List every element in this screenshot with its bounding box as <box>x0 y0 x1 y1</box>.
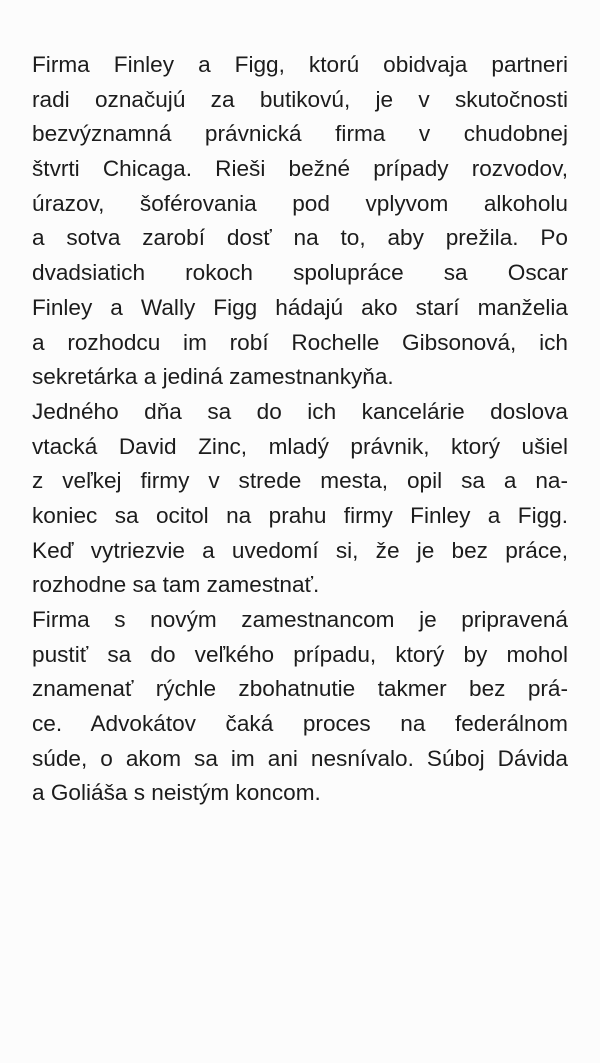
text-line: ce. Advokátov čaká proces na federálnom <box>32 711 568 737</box>
text-line: Keď vytriezvie a uvedomí si, že je bez práce, <box>32 537 568 563</box>
text-line: a sotva zarobí dosť na to, aby prežila. Po <box>32 225 568 251</box>
paragraph-2 <box>32 395 568 603</box>
text-line: rozhodne sa tam zamestnať. <box>32 572 320 598</box>
text-line: Firma s novým zamestnancom je pripravená <box>32 607 568 632</box>
text-line: Firma Finley a Figg, ktorú obidvaja partneri <box>32 52 568 77</box>
text-line: a Goliáša s neistým koncom. <box>32 780 321 806</box>
text-line: úrazov, šoférovania pod vplyvom alkoholu <box>32 190 568 216</box>
text-line: bezvýznamná právnická firma v chudobnej <box>32 121 568 147</box>
text-line: dvadsiatich rokoch spolupráce sa Oscar <box>32 260 568 286</box>
text-line: koniec sa ocitol na prahu firmy Finley a Figg. <box>32 502 568 528</box>
text-line: znamenať rýchle zbohatnutie takmer bez prá- <box>32 676 568 702</box>
text-line: Jedného dňa sa do ich kancelárie doslova <box>32 398 568 424</box>
blurb-text <box>32 48 568 811</box>
text-line: vtacká David Zinc, mladý právnik, ktorý ušiel <box>32 433 568 459</box>
text-line: pustiť sa do veľkého prípadu, ktorý by mohol <box>32 641 568 667</box>
text-line: z veľkej firmy v strede mesta, opil sa a na- <box>32 468 568 494</box>
text-line: Finley a Wally Figg hádajú ako starí manželia <box>32 294 568 320</box>
text-line: radi označujú za butikovú, je v skutočnosti <box>32 86 568 112</box>
text-line: súde, o akom sa im ani nesnívalo. Súboj Dávida <box>32 745 568 771</box>
text-line: sekretárka a jediná zamestnankyňa. <box>32 364 394 390</box>
text-line: štvrti Chicaga. Rieši bežné prípady rozvodov, <box>32 156 568 182</box>
paragraph-3 <box>32 603 568 811</box>
paragraph-1 <box>32 48 568 395</box>
text-line: a rozhodcu im robí Rochelle Gibsonová, ich <box>32 329 568 355</box>
